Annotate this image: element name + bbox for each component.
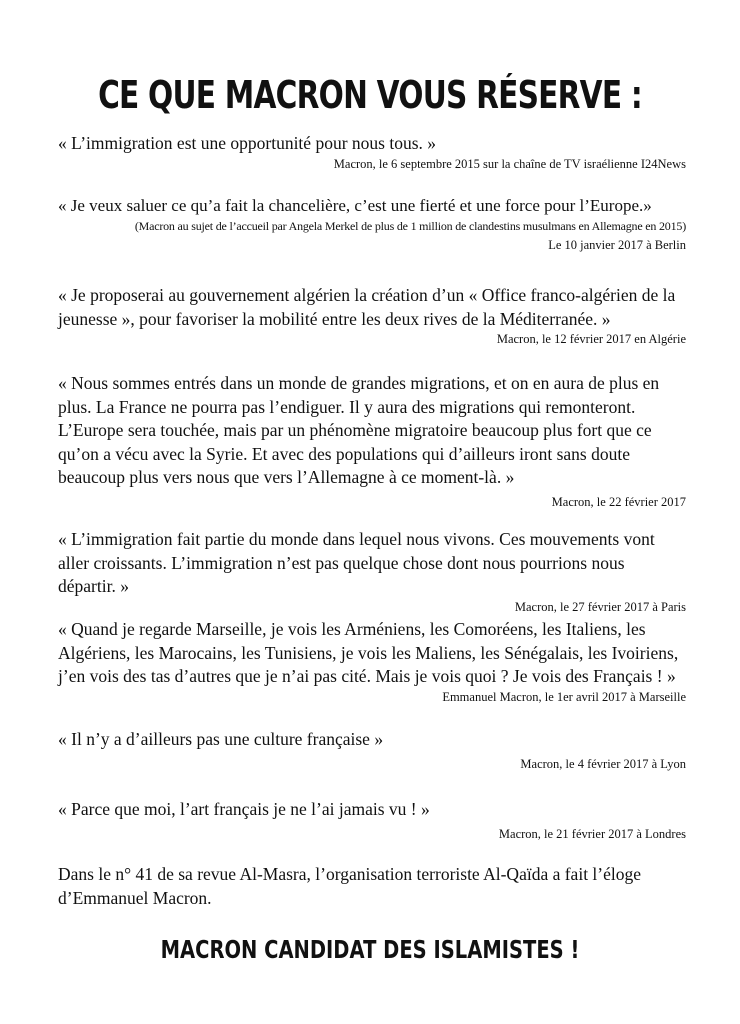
quote-source: Macron, le 4 février 2017 à Lyon xyxy=(520,756,686,771)
quote-block xyxy=(58,284,686,372)
quotes-list xyxy=(58,132,686,858)
quote-block xyxy=(58,372,686,528)
quote-source: Macron, le 22 février 2017 xyxy=(551,494,686,509)
quote-text: « Quand je regarde Marseille, je vois les Arméniens, les Comoréens, les Italiens, les Algériens, les Marocains, les Tunisiens, je vois les Maliens, les Sénégalais, les Ivoiriens, j’en vois des tas d’autres que je n’ai pas cité. Mais je vois quoi ? Je vois des Français ! » xyxy=(58,619,679,686)
quote-source: Emmanuel Macron, le 1er avril 2017 à Marseille xyxy=(442,689,686,704)
page-title: CE QUE MACRON VOUS RÉSERVE : xyxy=(98,73,642,118)
quote-block xyxy=(58,728,686,798)
quote-source: Macron, le 21 février 2017 à Londres xyxy=(498,826,686,841)
slogan: MACRON CANDIDAT DES ISLAMISTES ! xyxy=(160,935,580,964)
quote-text: « Je proposerai au gouvernement algérien la création d’un « Office franco-algérien de la jeunesse », pour favoriser la mobilité entre les deux rives de la Méditerranée. » xyxy=(58,285,676,329)
quote-block xyxy=(58,798,686,858)
closing-paragraph: Dans le n° 41 de sa revue Al-Masra, l’organisation terroriste Al-Qaïda a fait l’éloge d’Emmanuel Macron. xyxy=(58,864,642,908)
quote-text: « Il n’y a d’ailleurs pas une culture française » xyxy=(58,729,384,749)
quote-source: Macron, le 6 septembre 2015 sur la chaîne de TV israélienne I24News xyxy=(333,156,686,171)
quote-text: « Parce que moi, l’art français je ne l’ai jamais vu ! » xyxy=(58,799,430,819)
quote-text: « Je veux saluer ce qu’a fait la chancelière, c’est une fierté et une force pour l’Europe.» xyxy=(58,196,652,215)
quote-source: Macron, le 27 février 2017 à Paris xyxy=(514,599,686,614)
quote-text: « Nous sommes entrés dans un monde de grandes migrations, et on en aura de plus en plus. La France ne pourra pas l’endiguer. Il y aura des migrations qui remonteront. L’Europe sera touchée, mais par un phénomène migratoire beaucoup plus fort que ce qu’on a vécu avec la Syrie. Et avec des populations qui d’ailleurs iront sans doute beaucoup plus vers nous que vers l’Allemagne à ce moment-là. » xyxy=(58,373,660,487)
quote-text: « L’immigration fait partie du monde dans lequel nous vivons. Ces mouvements vont aller croissants. L’immigration n’est pas quelque chose dont nous pourrions nous départir. » xyxy=(58,529,655,596)
quote-block xyxy=(58,618,686,728)
quote-source: Macron, le 12 février 2017 en Algérie xyxy=(496,332,686,346)
quote-note: (Macron au sujet de l’accueil par Angela Merkel de plus de 1 million de clandestins musulmans en Allemagne en 2015) xyxy=(134,218,686,233)
quote-block xyxy=(58,194,686,284)
quote-block xyxy=(58,132,686,194)
quote-source: Le 10 janvier 2017 à Berlin xyxy=(548,237,686,252)
quote-text: « L’immigration est une opportunité pour nous tous. » xyxy=(58,133,437,153)
quote-block xyxy=(58,528,686,618)
